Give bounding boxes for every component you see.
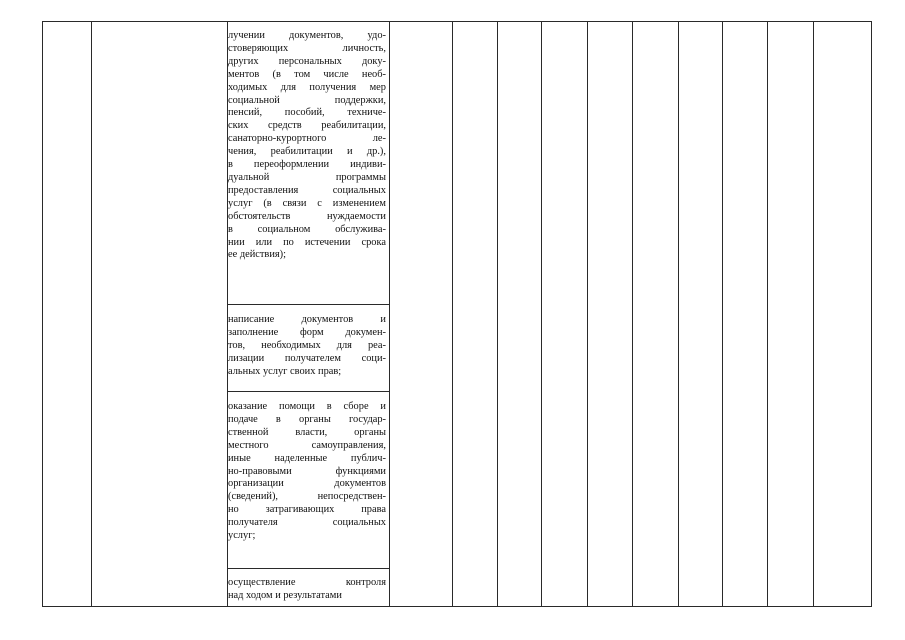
column-rule [767, 21, 768, 607]
cell-text-line: но затрагивающих права [228, 504, 386, 516]
table-bottom-border [42, 606, 872, 607]
cell-text-line: лизации получателем соци- [228, 352, 386, 364]
cell-text-line: заполнение форм докумен- [228, 326, 386, 338]
cell-text-line: стоверяющих личность, [228, 42, 386, 54]
cell-text-line: организации документов [228, 478, 386, 490]
cell-text-line: местного самоуправления, [228, 439, 386, 451]
row-divider [227, 304, 389, 305]
cell-text-line: дуальной программы [228, 171, 386, 183]
cell-text-line: в социальном обслужива- [228, 223, 386, 235]
column-rule [871, 21, 872, 607]
cell-text-line: осуществление контроля [228, 577, 386, 588]
cell-text-line: нии или по истечении срока [228, 236, 386, 248]
cell-text-line: но-правовыми функциями [228, 465, 386, 477]
cell-text-line: ходимых для получения мер [228, 81, 386, 93]
cell-text-line: обстоятельств нуждаемости [228, 210, 386, 222]
cell-text-line: оказание помощи в сборе и [228, 401, 386, 412]
column-rule [452, 21, 453, 607]
cell-text-line: лучении документов, удо- [228, 30, 386, 41]
column-rule [722, 21, 723, 607]
cell-text-line: ее действия); [228, 249, 287, 261]
table-cell-text [228, 30, 386, 262]
table-cell-text [228, 401, 386, 543]
cell-text-line: иные наделенные публич- [228, 452, 386, 464]
cell-text-line: ственной власти, органы [228, 426, 386, 438]
table-cell-text [228, 577, 386, 603]
document-table [42, 21, 872, 607]
cell-text-line: санаторно-курортного ле- [228, 133, 386, 145]
column-rule [42, 21, 43, 607]
cell-text-line: ских средств реабилитации, [228, 120, 386, 132]
cell-text-line: услуг; [228, 530, 256, 542]
row-divider [227, 568, 389, 569]
column-rule [389, 21, 390, 607]
cell-text-line: получателя социальных [228, 517, 386, 529]
column-rule [541, 21, 542, 607]
cell-text-line: альных услуг своих прав; [228, 365, 342, 377]
cell-text-line: ментов (в том числе необ- [228, 68, 386, 80]
column-rule [587, 21, 588, 607]
table-cell-text [228, 314, 386, 379]
cell-text-line: в переоформлении индиви- [228, 159, 386, 171]
cell-text-line: тов, необходимых для реа- [228, 339, 386, 351]
cell-text-line: (сведений), непосредствен- [228, 491, 386, 503]
column-rule [678, 21, 679, 607]
cell-text-line: пенсий, пособий, техниче- [228, 107, 386, 119]
cell-text-line: чения, реабилитации и др.), [228, 146, 386, 158]
column-rule [497, 21, 498, 607]
cell-text-line: услуг (в связи с изменением [228, 197, 386, 209]
cell-text-line: написание документов и [228, 314, 386, 325]
column-rule [91, 21, 92, 607]
row-divider [227, 391, 389, 392]
cell-text-line: других персональных доку- [228, 55, 386, 67]
column-rule [813, 21, 814, 607]
cell-text-line: предоставления социальных [228, 184, 386, 196]
cell-text-line: над ходом и результатами [228, 589, 342, 601]
table-top-border [42, 21, 872, 22]
cell-text-line: социальной поддержки, [228, 94, 386, 106]
cell-text-line: подаче в органы государ- [228, 413, 386, 425]
column-rule [632, 21, 633, 607]
